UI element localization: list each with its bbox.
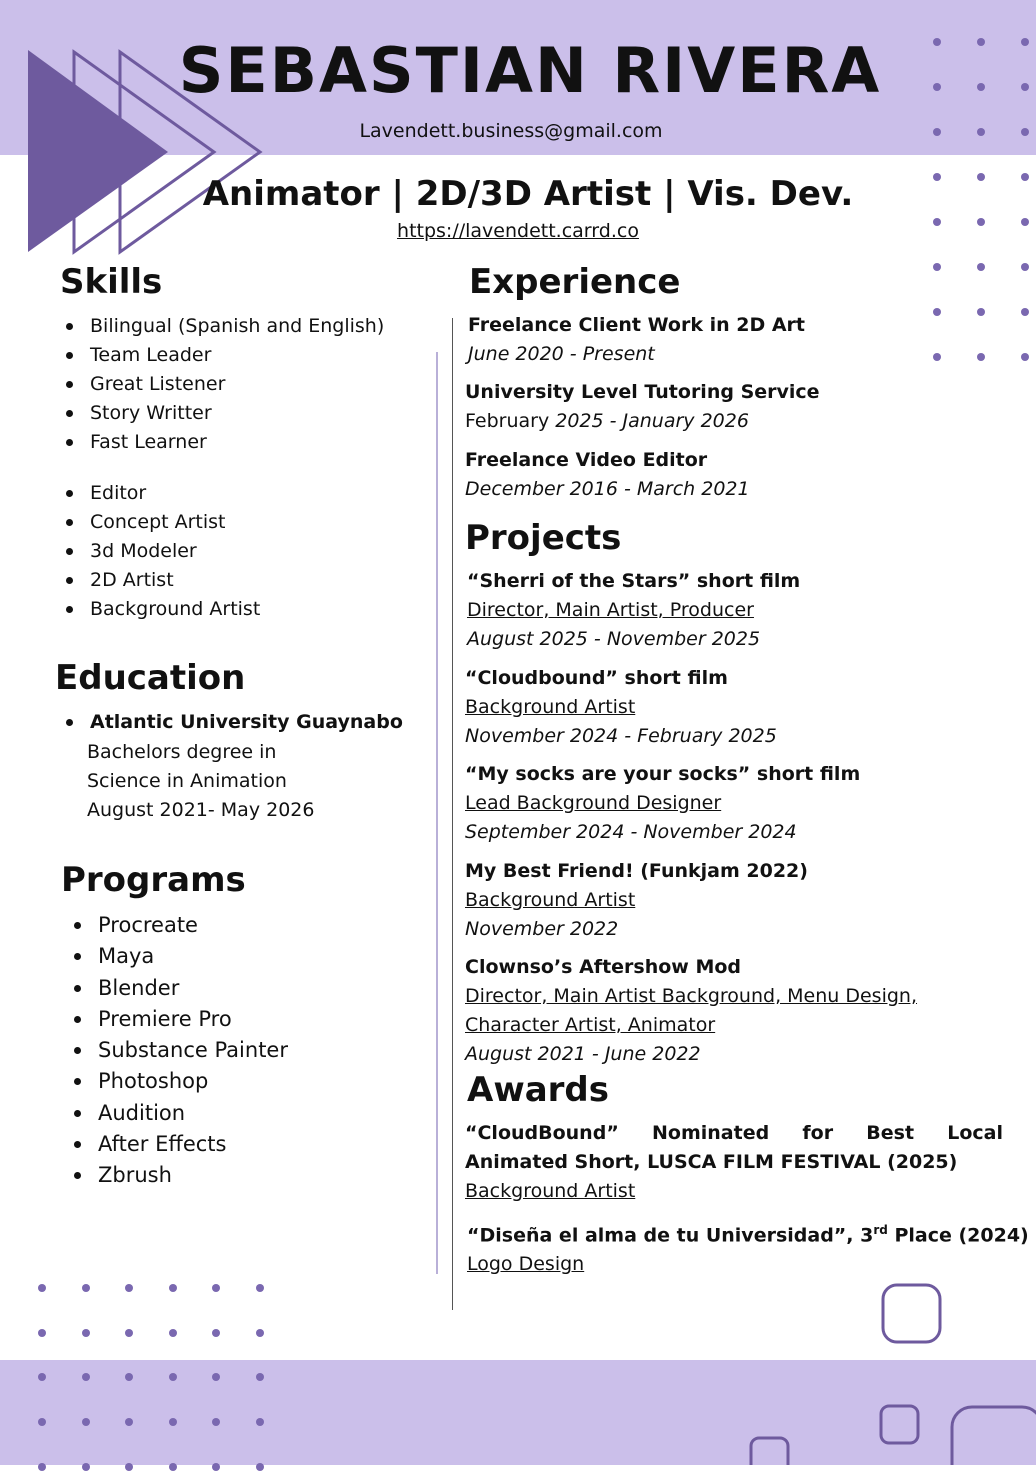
degree-line: Science in Animation bbox=[87, 770, 287, 792]
list-item: 2D Artist bbox=[60, 566, 260, 595]
project-entry bbox=[465, 760, 860, 847]
decorative-dot bbox=[169, 1284, 177, 1292]
decorative-dot bbox=[169, 1463, 177, 1471]
entry-title: My Best Friend! (Funkjam 2022) bbox=[465, 860, 808, 882]
decorative-dot bbox=[169, 1418, 177, 1426]
decorative-dot bbox=[933, 308, 941, 316]
list-item: Team Leader bbox=[60, 341, 384, 370]
list-item: Fast Learner bbox=[60, 428, 384, 457]
entry-title: “My socks are your socks” short film bbox=[465, 763, 861, 785]
decorative-dot bbox=[82, 1284, 90, 1292]
entry-date bbox=[465, 407, 820, 436]
entry-role: Director, Main Artist, Producer bbox=[467, 599, 754, 621]
programs-list bbox=[68, 910, 288, 1192]
date-month: February bbox=[465, 410, 556, 432]
school-name: Atlantic University Guaynabo bbox=[60, 708, 403, 737]
decorative-dot bbox=[82, 1329, 90, 1337]
decorative-dot bbox=[82, 1418, 90, 1426]
decorative-dot bbox=[38, 1284, 46, 1292]
entry-role: Background Artist bbox=[465, 1180, 636, 1202]
decorative-dot bbox=[256, 1418, 264, 1426]
education-list bbox=[60, 708, 403, 737]
list-item: Story Writter bbox=[60, 399, 384, 428]
decorative-dot bbox=[1021, 353, 1029, 361]
decorative-dot bbox=[977, 353, 985, 361]
decorative-dot bbox=[1021, 128, 1029, 136]
list-item: Procreate bbox=[68, 910, 288, 941]
award-title-text: “Diseña el alma de tu Universidad”, 3 bbox=[467, 1224, 874, 1247]
list-item: Background Artist bbox=[60, 595, 260, 624]
entry-title: Freelance Client Work in 2D Art bbox=[468, 314, 805, 336]
entry-date: August 2021 - June 2022 bbox=[465, 1043, 701, 1065]
experience-heading: Experience bbox=[469, 262, 681, 302]
list-item: Blender bbox=[68, 973, 288, 1004]
project-entry bbox=[465, 953, 917, 1069]
entry-title bbox=[467, 1216, 1029, 1250]
list-item: Editor bbox=[60, 479, 260, 508]
list-item: Bilingual (Spanish and English) bbox=[60, 312, 384, 341]
decorative-dot bbox=[212, 1284, 220, 1292]
job-title: Animator | 2D/3D Artist | Vis. Dev. bbox=[202, 174, 854, 214]
degree-dates: August 2021- May 2026 bbox=[87, 799, 315, 821]
entry-role: Background Artist bbox=[465, 696, 636, 718]
decorative-dot bbox=[256, 1329, 264, 1337]
education-heading: Education bbox=[55, 658, 246, 698]
decorative-dot bbox=[1021, 308, 1029, 316]
entry-role: Director, Main Artist Background, Menu Design, bbox=[465, 985, 918, 1007]
decorative-dot bbox=[38, 1463, 46, 1471]
entry-date: December 2016 - March 2021 bbox=[465, 478, 750, 500]
column-divider-secondary bbox=[452, 318, 453, 1310]
decorative-dot bbox=[256, 1373, 264, 1381]
list-item: Maya bbox=[68, 941, 288, 972]
decorative-dot bbox=[933, 353, 941, 361]
entry-date: August 2025 - November 2025 bbox=[467, 628, 761, 650]
list-item: Zbrush bbox=[68, 1160, 288, 1191]
skills-heading: Skills bbox=[60, 262, 163, 302]
decorative-dot bbox=[82, 1463, 90, 1471]
entry-role: Logo Design bbox=[467, 1253, 585, 1276]
candidate-name: SEBASTIAN RIVERA bbox=[178, 34, 882, 107]
email-address[interactable]: Lavendett.business@gmail.com bbox=[359, 120, 663, 142]
entry-title: “CloudBound” Nominated for Best Local Animated Short, LUSCA FILM FESTIVAL (2025) bbox=[465, 1122, 1003, 1173]
list-item: Audition bbox=[68, 1098, 288, 1129]
award-title-text: Place (2024) bbox=[887, 1224, 1029, 1247]
experience-entry bbox=[465, 446, 750, 504]
entry-title: Clownso’s Aftershow Mod bbox=[465, 956, 742, 978]
entry-title: Freelance Video Editor bbox=[465, 449, 708, 471]
decorative-dot bbox=[256, 1284, 264, 1292]
list-item: Photoshop bbox=[68, 1066, 288, 1097]
awards-heading: Awards bbox=[467, 1070, 610, 1110]
skills-list-1 bbox=[60, 312, 384, 457]
project-entry bbox=[467, 567, 800, 654]
skills-list-2 bbox=[60, 479, 260, 624]
website-link[interactable]: https://lavendett.carrd.co bbox=[397, 220, 639, 242]
entry-title: “Sherri of the Stars” short film bbox=[467, 570, 801, 592]
ordinal-suffix: rd bbox=[873, 1223, 888, 1237]
decorative-dot bbox=[933, 263, 941, 271]
decorative-dot bbox=[169, 1329, 177, 1337]
entry-date: November 2022 bbox=[465, 918, 619, 940]
entry-title: “Cloudbound” short film bbox=[465, 667, 728, 689]
decorative-dot bbox=[125, 1329, 133, 1337]
degree-line: Bachelors degree in bbox=[87, 741, 277, 763]
entry-role: Lead Background Designer bbox=[465, 792, 722, 814]
list-item: 3d Modeler bbox=[60, 537, 260, 566]
decorative-dot bbox=[1021, 263, 1029, 271]
programs-heading: Programs bbox=[61, 860, 246, 900]
decorative-dot bbox=[977, 308, 985, 316]
project-entry bbox=[465, 857, 808, 944]
experience-entry bbox=[468, 311, 805, 369]
entry-role: Character Artist, Animator bbox=[465, 1014, 716, 1036]
entry-date: September 2024 - November 2024 bbox=[465, 821, 797, 843]
list-item: Substance Painter bbox=[68, 1035, 288, 1066]
decorative-dot bbox=[125, 1463, 133, 1471]
decorative-dot bbox=[82, 1373, 90, 1381]
list-item: Great Listener bbox=[60, 370, 384, 399]
award-entry bbox=[467, 1216, 1029, 1279]
entry-date: November 2024 - February 2025 bbox=[465, 725, 777, 747]
date-range: 2025 - January 2026 bbox=[555, 410, 749, 432]
entry-role: Background Artist bbox=[465, 889, 636, 911]
decorative-dot bbox=[212, 1329, 220, 1337]
degree-details bbox=[87, 738, 314, 825]
decorative-dot bbox=[977, 263, 985, 271]
decorative-dot bbox=[169, 1373, 177, 1381]
project-entry bbox=[465, 664, 777, 751]
decorative-dot bbox=[256, 1463, 264, 1471]
rounded-squares-decoration bbox=[740, 1275, 1036, 1465]
entry-title: University Level Tutoring Service bbox=[465, 381, 820, 403]
experience-entry bbox=[465, 378, 820, 436]
entry-date: June 2020 - Present bbox=[468, 343, 655, 365]
list-item: Concept Artist bbox=[60, 508, 260, 537]
decorative-dot bbox=[38, 1329, 46, 1337]
decorative-dot bbox=[212, 1463, 220, 1471]
list-item: Premiere Pro bbox=[68, 1004, 288, 1035]
projects-heading: Projects bbox=[465, 518, 622, 558]
award-entry bbox=[465, 1119, 1003, 1206]
column-divider bbox=[436, 352, 438, 1274]
list-item: After Effects bbox=[68, 1129, 288, 1160]
decorative-dot bbox=[125, 1284, 133, 1292]
